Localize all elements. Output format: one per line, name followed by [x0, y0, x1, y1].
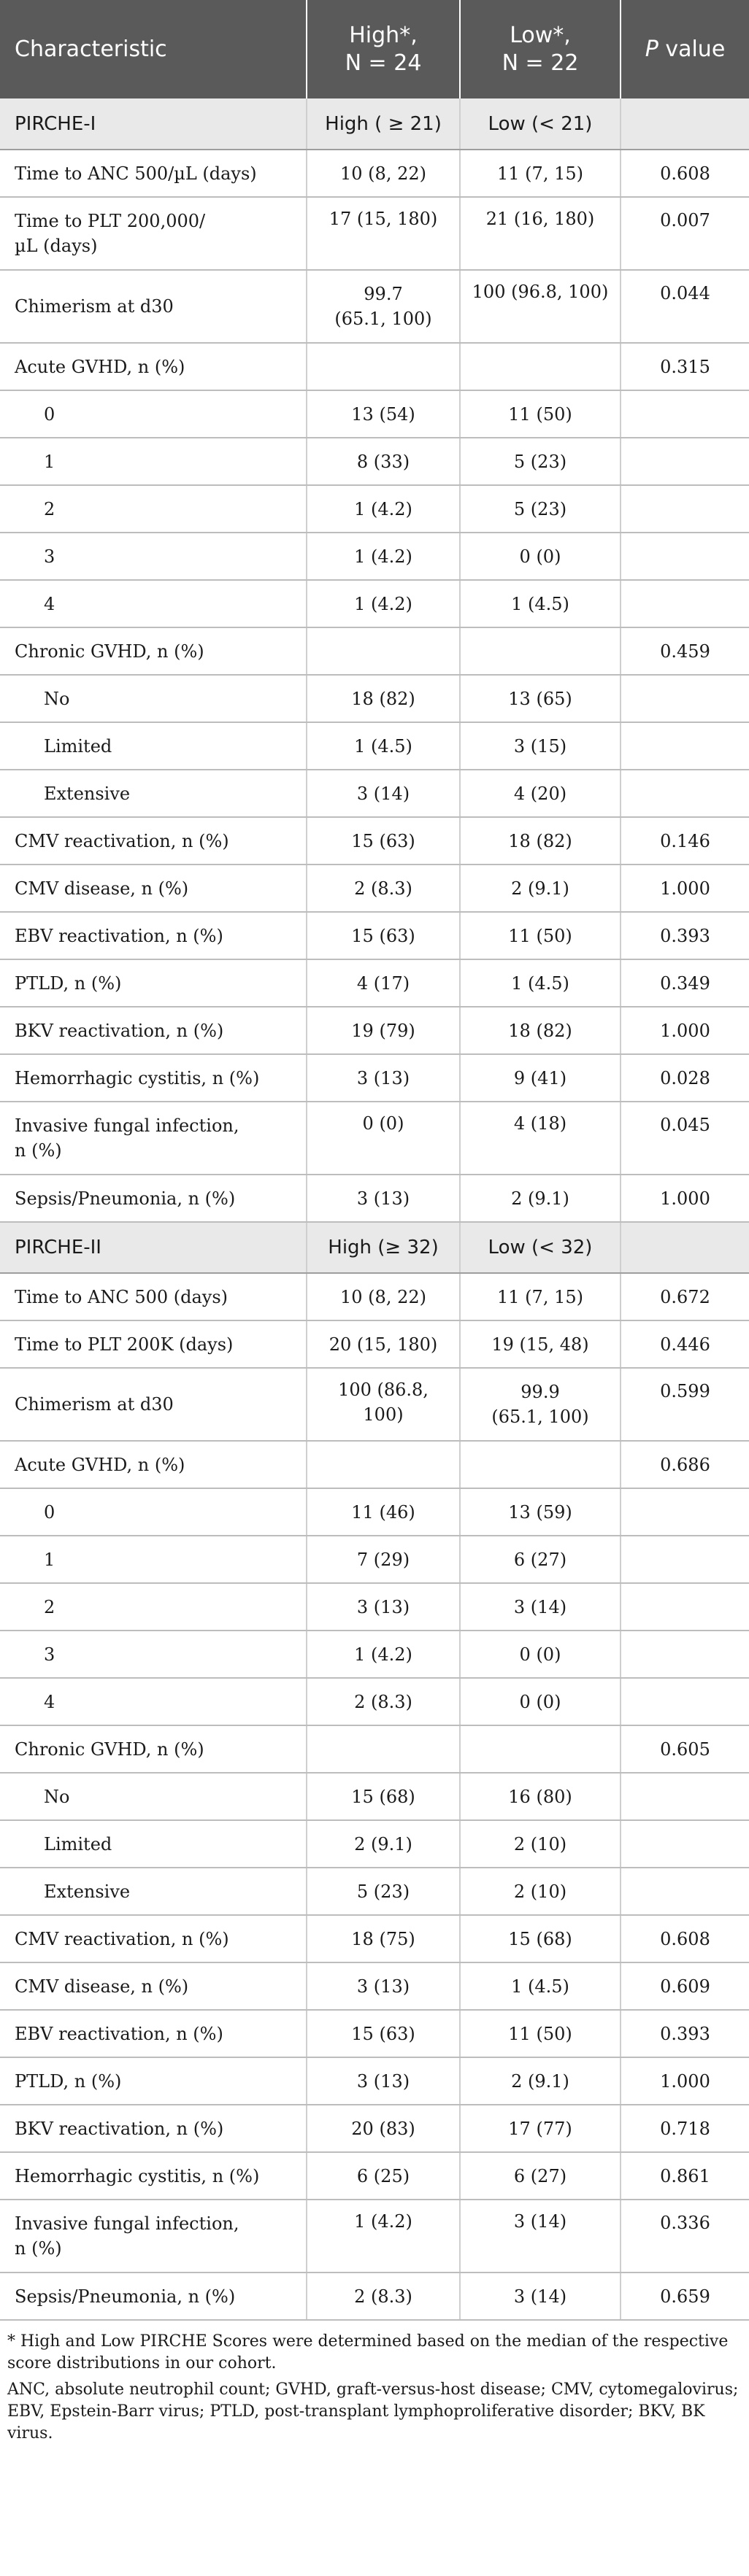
header-low: Low*, N = 22 [460, 0, 621, 98]
section-high-threshold: High ( ≥ 21) [307, 98, 460, 150]
row-label: Chimerism at d30 [0, 1368, 307, 1441]
row-high-value: 10 (8, 22) [307, 1273, 460, 1320]
section-p-blank [621, 98, 749, 150]
row-label: Chronic GVHD, n (%) [0, 627, 307, 675]
section-low-threshold: Low (< 21) [460, 98, 621, 150]
row-high-value: 100 (86.8, 100) [307, 1368, 460, 1441]
row-label: Acute GVHD, n (%) [0, 343, 307, 390]
row-p-value: 0.393 [621, 2010, 749, 2057]
row-high-value: 2 (8.3) [307, 1678, 460, 1725]
row-low-value: 6 (27) [460, 1536, 621, 1583]
row-low-value: 0 (0) [460, 1678, 621, 1725]
row-label: 0 [0, 1488, 307, 1536]
row-p-value: 0.599 [621, 1368, 749, 1441]
row-low-value: 9 (41) [460, 1054, 621, 1102]
table-row [0, 438, 749, 485]
table-row [0, 865, 749, 912]
row-label: Sepsis/Pneumonia, n (%) [0, 1175, 307, 1222]
row-low-value [460, 1725, 621, 1773]
section-name: PIRCHE-II [0, 1222, 307, 1273]
row-p-value: 0.609 [621, 1962, 749, 2010]
row-p-value: 1.000 [621, 1007, 749, 1054]
row-low-value: 3 (15) [460, 722, 621, 770]
row-label: Sepsis/Pneumonia, n (%) [0, 2273, 307, 2320]
row-label: Chimerism at d30 [0, 270, 307, 343]
row-p-value: 0.459 [621, 627, 749, 675]
row-p-value: 0.446 [621, 1320, 749, 1368]
row-p-value [621, 1536, 749, 1583]
row-p-value: 0.007 [621, 197, 749, 270]
row-high-value: 4 (17) [307, 959, 460, 1007]
table-row [0, 1007, 749, 1054]
header-p-value: P value [621, 0, 749, 98]
row-p-value: 1.000 [621, 1175, 749, 1222]
table-row [0, 1583, 749, 1631]
row-high-value: 8 (33) [307, 438, 460, 485]
row-label: CMV reactivation, n (%) [0, 817, 307, 865]
row-high-value: 15 (63) [307, 2010, 460, 2057]
row-high-value [307, 627, 460, 675]
row-p-value: 0.672 [621, 1273, 749, 1320]
row-high-value [307, 343, 460, 390]
row-label: Hemorrhagic cystitis, n (%) [0, 2152, 307, 2200]
table-row [0, 343, 749, 390]
row-label: BKV reactivation, n (%) [0, 2105, 307, 2152]
row-p-value: 0.861 [621, 2152, 749, 2200]
row-low-value: 3 (14) [460, 2200, 621, 2273]
row-label: Time to ANC 500 (days) [0, 1273, 307, 1320]
row-low-value: 11 (50) [460, 2010, 621, 2057]
row-high-value: 3 (13) [307, 2057, 460, 2105]
row-label: Acute GVHD, n (%) [0, 1441, 307, 1488]
row-high-value: 5 (23) [307, 1868, 460, 1915]
row-low-value: 17 (77) [460, 2105, 621, 2152]
row-low-value: 18 (82) [460, 1007, 621, 1054]
row-label: BKV reactivation, n (%) [0, 1007, 307, 1054]
section-low-threshold: Low (< 32) [460, 1222, 621, 1273]
row-high-value: 20 (15, 180) [307, 1320, 460, 1368]
table-row [0, 1536, 749, 1583]
table-row [0, 1915, 749, 1962]
row-label: No [0, 675, 307, 722]
table-row [0, 1054, 749, 1102]
table-row [0, 1368, 749, 1441]
row-p-value [621, 438, 749, 485]
row-high-value: 1 (4.2) [307, 1631, 460, 1678]
table-row [0, 1868, 749, 1915]
row-low-value: 15 (68) [460, 1915, 621, 1962]
row-high-value: 0 (0) [307, 1102, 460, 1175]
row-label: Extensive [0, 770, 307, 817]
row-label: 3 [0, 533, 307, 580]
table-row [0, 2057, 749, 2105]
row-low-value: 2 (10) [460, 1820, 621, 1868]
table-row [0, 1773, 749, 1820]
row-label: Time to ANC 500/µL (days) [0, 150, 307, 197]
row-p-value: 1.000 [621, 2057, 749, 2105]
row-label: Limited [0, 1820, 307, 1868]
row-high-value: 2 (8.3) [307, 865, 460, 912]
row-high-value: 6 (25) [307, 2152, 460, 2200]
header-high: High*, N = 24 [307, 0, 460, 98]
row-low-value: 1 (4.5) [460, 1962, 621, 2010]
row-p-value [621, 1868, 749, 1915]
row-p-value [621, 722, 749, 770]
row-high-value: 17 (15, 180) [307, 197, 460, 270]
table-row [0, 2152, 749, 2200]
row-p-value: 0.608 [621, 1915, 749, 1962]
row-low-value: 11 (50) [460, 912, 621, 959]
row-low-value: 0 (0) [460, 1631, 621, 1678]
row-p-value [621, 533, 749, 580]
row-low-value: 1 (4.5) [460, 580, 621, 627]
row-label: Limited [0, 722, 307, 770]
table-row [0, 580, 749, 627]
row-high-value: 18 (82) [307, 675, 460, 722]
table-row [0, 2105, 749, 2152]
row-low-value: 1 (4.5) [460, 959, 621, 1007]
row-low-value: 11 (50) [460, 390, 621, 438]
table-row [0, 1102, 749, 1175]
row-high-value: 1 (4.2) [307, 2200, 460, 2273]
row-p-value [621, 675, 749, 722]
row-high-value: 2 (8.3) [307, 2273, 460, 2320]
row-p-value [621, 485, 749, 533]
row-p-value: 0.686 [621, 1441, 749, 1488]
row-label: PTLD, n (%) [0, 2057, 307, 2105]
row-low-value: 18 (82) [460, 817, 621, 865]
table-row [0, 1273, 749, 1320]
row-p-value: 0.315 [621, 343, 749, 390]
row-label: Invasive fungal infection, n (%) [0, 1102, 307, 1175]
row-high-value: 2 (9.1) [307, 1820, 460, 1868]
row-p-value [621, 1488, 749, 1536]
row-high-value: 11 (46) [307, 1488, 460, 1536]
row-high-value: 20 (83) [307, 2105, 460, 2152]
row-label: Extensive [0, 1868, 307, 1915]
section-header-row [0, 98, 749, 150]
row-p-value [621, 1631, 749, 1678]
table-row [0, 390, 749, 438]
table-row [0, 2273, 749, 2320]
row-label: 2 [0, 485, 307, 533]
row-label: 4 [0, 1678, 307, 1725]
row-label: EBV reactivation, n (%) [0, 912, 307, 959]
row-high-value: 18 (75) [307, 1915, 460, 1962]
row-low-value: 5 (23) [460, 485, 621, 533]
row-label: Hemorrhagic cystitis, n (%) [0, 1054, 307, 1102]
row-low-value: 11 (7, 15) [460, 150, 621, 197]
row-low-value [460, 343, 621, 390]
row-high-value: 1 (4.2) [307, 580, 460, 627]
table-row [0, 722, 749, 770]
row-p-value: 0.605 [621, 1725, 749, 1773]
row-label: Chronic GVHD, n (%) [0, 1725, 307, 1773]
row-low-value: 5 (23) [460, 438, 621, 485]
row-p-value: 0.336 [621, 2200, 749, 2273]
row-label: EBV reactivation, n (%) [0, 2010, 307, 2057]
table-row [0, 150, 749, 197]
row-low-value: 16 (80) [460, 1773, 621, 1820]
row-high-value [307, 1725, 460, 1773]
row-p-value: 0.608 [621, 150, 749, 197]
row-label: CMV disease, n (%) [0, 1962, 307, 2010]
table-row [0, 533, 749, 580]
section-name: PIRCHE-I [0, 98, 307, 150]
row-high-value: 1 (4.2) [307, 485, 460, 533]
row-low-value: 3 (14) [460, 1583, 621, 1631]
footnote-asterisk: * High and Low PIRCHE Scores were determined based on the median of the respective score distributions in our cohort. [7, 2332, 729, 2372]
row-low-value: 6 (27) [460, 2152, 621, 2200]
row-low-value: 21 (16, 180) [460, 197, 621, 270]
table-row [0, 675, 749, 722]
table-row [0, 1725, 749, 1773]
footnote-abbreviations: ANC, absolute neutrophil count; GVHD, graft-versus-host disease; CMV, cytomegalovirus; EBV, Epstein-Barr virus; PTLD, post-transplant lymphoproliferative disorder; BKV, BK virus. [7, 2380, 739, 2442]
header-characteristic: Characteristic [0, 0, 307, 98]
row-low-value: 3 (14) [460, 2273, 621, 2320]
row-low-value: 100 (96.8, 100) [460, 270, 621, 343]
row-label: 1 [0, 438, 307, 485]
table-row [0, 197, 749, 270]
row-low-value: 0 (0) [460, 533, 621, 580]
row-p-value: 0.718 [621, 2105, 749, 2152]
row-low-value: 2 (9.1) [460, 1175, 621, 1222]
section-header-row [0, 1222, 749, 1273]
row-low-value: 11 (7, 15) [460, 1273, 621, 1320]
row-label: Time to PLT 200,000/ µL (days) [0, 197, 307, 270]
row-p-value: 0.349 [621, 959, 749, 1007]
table-row [0, 270, 749, 343]
row-low-value: 19 (15, 48) [460, 1320, 621, 1368]
row-high-value: 7 (29) [307, 1536, 460, 1583]
row-p-value [621, 1583, 749, 1631]
row-high-value: 3 (13) [307, 1175, 460, 1222]
row-high-value: 3 (13) [307, 1054, 460, 1102]
row-high-value: 15 (63) [307, 912, 460, 959]
row-low-value: 13 (59) [460, 1488, 621, 1536]
row-low-value: 4 (20) [460, 770, 621, 817]
row-low-value: 2 (10) [460, 1868, 621, 1915]
table-row [0, 1320, 749, 1368]
row-high-value: 99.7 (65.1, 100) [307, 270, 460, 343]
row-label: 2 [0, 1583, 307, 1631]
table-row [0, 1441, 749, 1488]
table-row [0, 1820, 749, 1868]
row-p-value: 0.393 [621, 912, 749, 959]
table-row [0, 2200, 749, 2273]
table-row [0, 627, 749, 675]
row-p-value: 0.146 [621, 817, 749, 865]
row-label: PTLD, n (%) [0, 959, 307, 1007]
table-row [0, 1175, 749, 1222]
row-high-value: 13 (54) [307, 390, 460, 438]
section-high-threshold: High (≥ 32) [307, 1222, 460, 1273]
row-high-value: 15 (68) [307, 1773, 460, 1820]
table-row [0, 817, 749, 865]
row-p-value [621, 1820, 749, 1868]
row-label: CMV disease, n (%) [0, 865, 307, 912]
row-high-value: 3 (13) [307, 1962, 460, 2010]
row-low-value: 2 (9.1) [460, 865, 621, 912]
row-high-value: 1 (4.2) [307, 533, 460, 580]
row-low-value: 99.9 (65.1, 100) [460, 1368, 621, 1441]
table-row [0, 1962, 749, 2010]
row-label: 1 [0, 1536, 307, 1583]
row-p-value: 0.044 [621, 270, 749, 343]
row-low-value: 4 (18) [460, 1102, 621, 1175]
row-high-value [307, 1441, 460, 1488]
section-p-blank [621, 1222, 749, 1273]
row-p-value: 0.659 [621, 2273, 749, 2320]
row-label: 4 [0, 580, 307, 627]
row-label: 3 [0, 1631, 307, 1678]
table-row [0, 2010, 749, 2057]
table-row [0, 1631, 749, 1678]
row-high-value: 19 (79) [307, 1007, 460, 1054]
row-low-value: 2 (9.1) [460, 2057, 621, 2105]
table-row [0, 1678, 749, 1725]
row-label: CMV reactivation, n (%) [0, 1915, 307, 1962]
table-row [0, 485, 749, 533]
row-low-value [460, 627, 621, 675]
table-row [0, 770, 749, 817]
row-low-value: 13 (65) [460, 675, 621, 722]
table-footnotes [0, 2321, 749, 2445]
row-high-value: 3 (13) [307, 1583, 460, 1631]
row-p-value [621, 580, 749, 627]
row-p-value [621, 770, 749, 817]
row-high-value: 10 (8, 22) [307, 150, 460, 197]
row-p-value: 0.045 [621, 1102, 749, 1175]
row-label: Time to PLT 200K (days) [0, 1320, 307, 1368]
row-high-value: 3 (14) [307, 770, 460, 817]
table-row [0, 912, 749, 959]
table-header-row [0, 0, 749, 98]
row-low-value [460, 1441, 621, 1488]
table-row [0, 1488, 749, 1536]
row-p-value: 0.028 [621, 1054, 749, 1102]
row-p-value: 1.000 [621, 865, 749, 912]
row-label: 0 [0, 390, 307, 438]
row-label: Invasive fungal infection, n (%) [0, 2200, 307, 2273]
row-p-value [621, 390, 749, 438]
row-p-value [621, 1678, 749, 1725]
row-p-value [621, 1773, 749, 1820]
row-high-value: 1 (4.5) [307, 722, 460, 770]
row-label: No [0, 1773, 307, 1820]
table-row [0, 959, 749, 1007]
row-high-value: 15 (63) [307, 817, 460, 865]
